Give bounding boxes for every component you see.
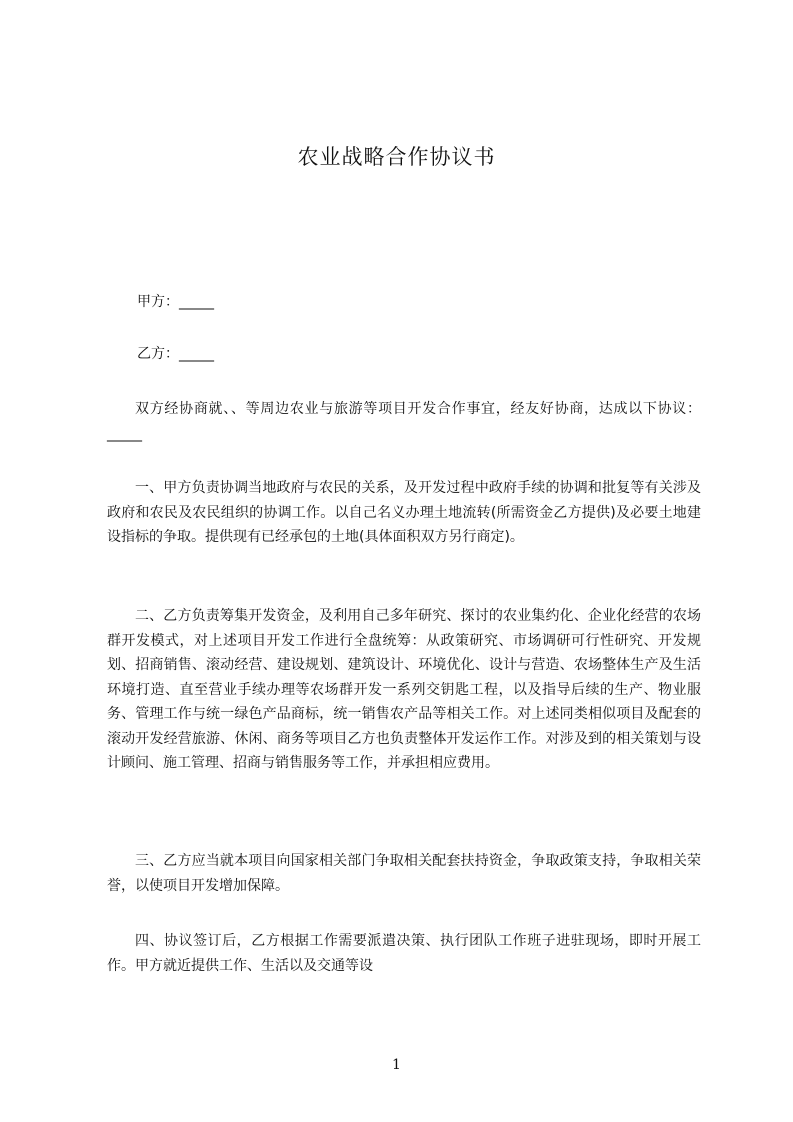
document-title: 农业战略合作协议书 <box>297 145 496 169</box>
party-a-line: 甲方：_____ <box>137 294 214 310</box>
intro-paragraph: 双方经协商就、、等周边农业与旅游等项目开发合作事宜，经友好协商，达成以下协议：_____ <box>107 401 701 442</box>
clause-1-paragraph: 一、甲方负责协调当地政府与农民的关系，及开发过程中政府手续的协调和批复等有关涉及政府和农民及农民组织的协调工作。以自己名义办理土地流转(所需资金乙方提供)及必要土地建设指标的争取。提供现有已经承包的土地(具体面积双方另行商定)。 <box>107 480 701 545</box>
page-number: 1 <box>392 1057 401 1073</box>
party-b-line: 乙方：_____ <box>137 346 214 362</box>
clause-4-paragraph: 四、协议签订后，乙方根据工作需要派遣决策、执行团队工作班子进驻现场，即时开展工作。甲方就近提供工作、生活以及交通等设 <box>107 933 701 974</box>
clause-3-paragraph: 三、乙方应当就本项目向国家相关部门争取相关配套扶持资金，争取政策支持，争取相关荣誉，以使项目开发增加保障。 <box>107 853 701 894</box>
clause-2-paragraph: 二、乙方负责筹集开发资金，及利用自己多年研究、探讨的农业集约化、企业化经营的农场群开发模式，对上述项目开发工作进行全盘统筹：从政策研究、市场调研可行性研究、开发规划、招商销售、滚动经营、建设规划、建筑设计、环境优化、设计与营造、农场整体生产及生活环境打造、直至营业手续办理等农场群开发一系列交钥匙工程，以及指导后续的生产、物业服务、管理工作与统一绿色产品商标，统一销售农产品等相关工作。对上述同类相似项目及配套的滚动开发经营旅游、休闲、商务等项目乙方也负责整体开发运作工作。对涉及到的相关策划与设计顾问、施工管理、招商与销售服务等工作，并承担相应费用。 <box>107 608 701 771</box>
